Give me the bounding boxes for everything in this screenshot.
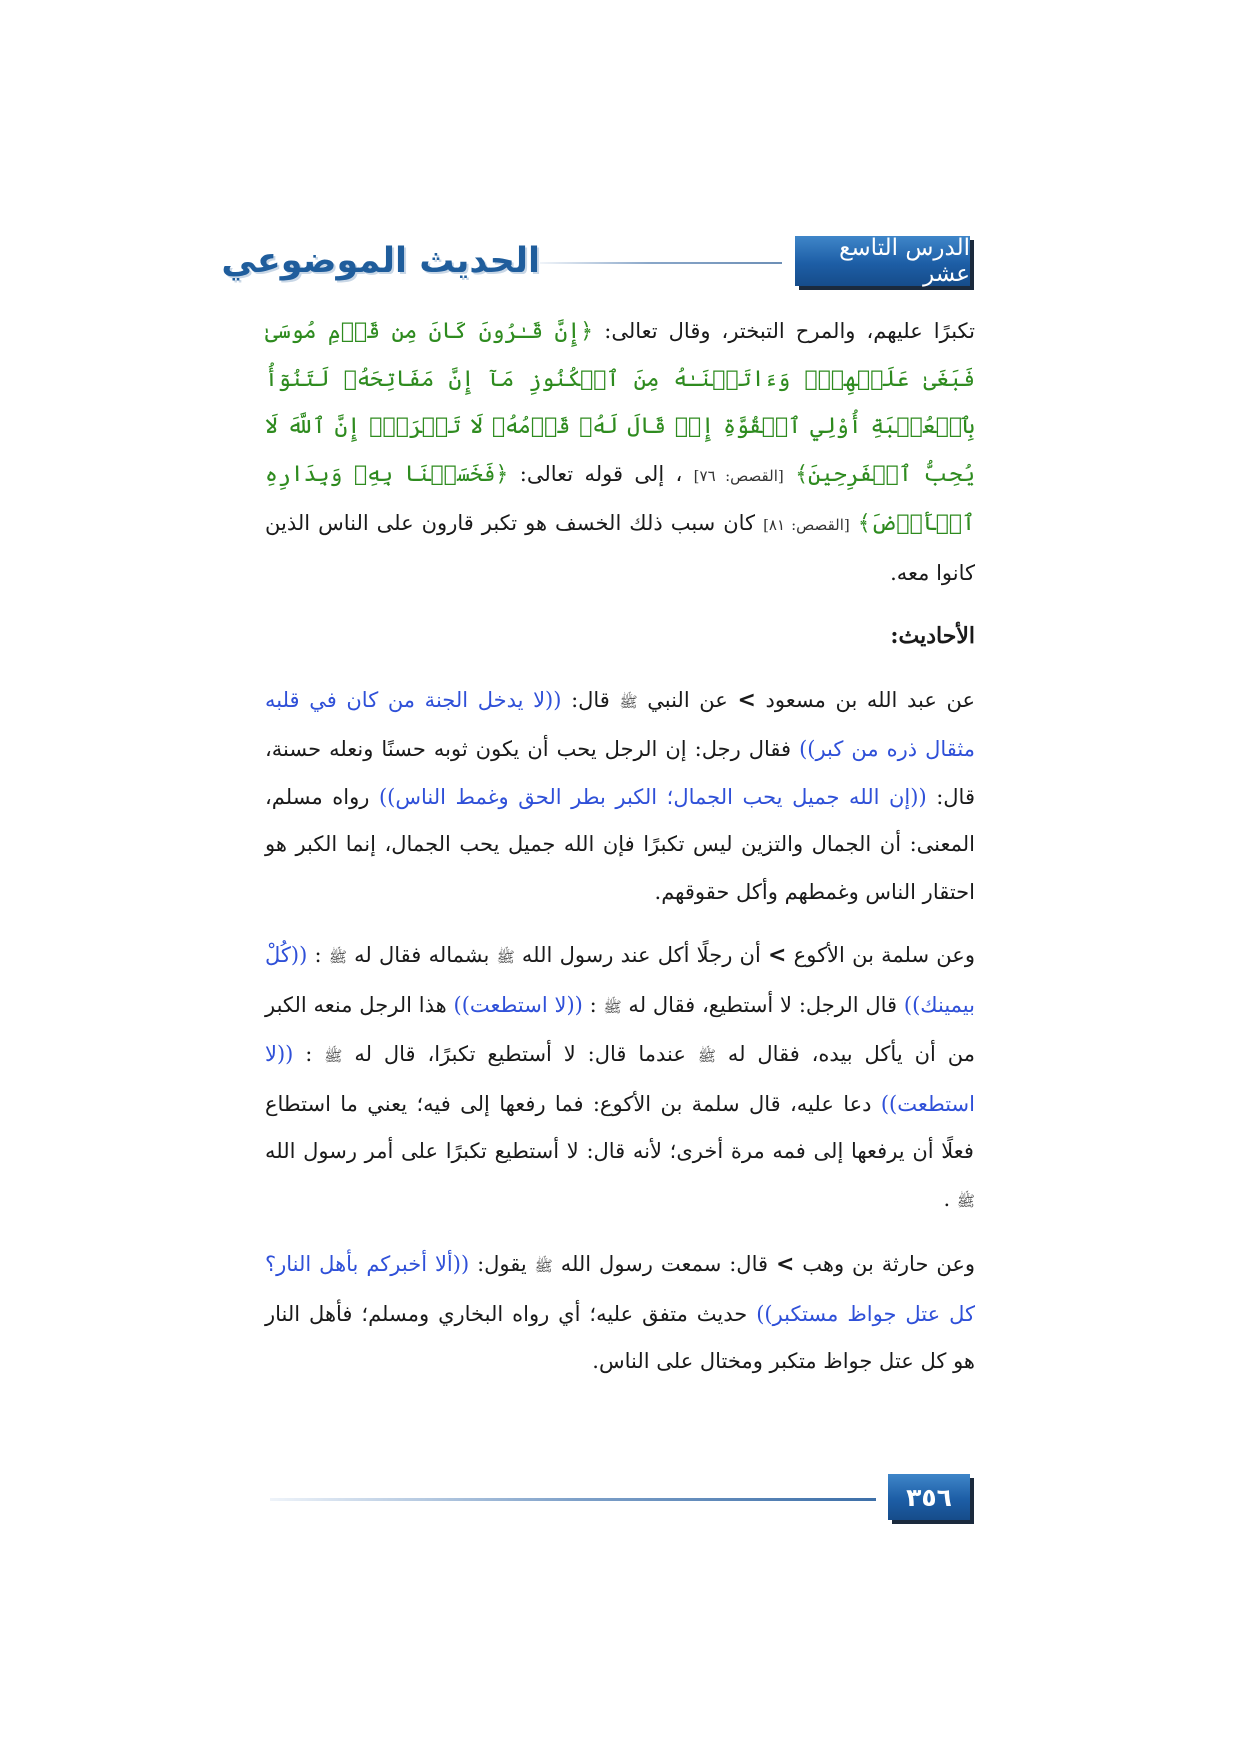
hadith3-text-c: يقول:: [469, 1252, 527, 1276]
salawat-symbol: ﷺ: [324, 1047, 343, 1065]
page-header: [221, 232, 970, 290]
lesson-badge: الدرس التاسع عشر: [795, 236, 970, 286]
hadith2-text-h: عندما قال: لا أستطيع تكبرًا، قال له: [342, 1042, 686, 1066]
hadith2-text-f: :: [582, 992, 597, 1017]
salawat-symbol: ﷺ: [619, 692, 638, 711]
hadith1-text-e: رواه مسلم، المعنى: أن الجمال والتزين ليس تكبرًا فإن الله جميل يحب الجمال، إنما الكبر هو احتقار الناس وغمطهم وأكل حقوقهم.: [265, 784, 975, 904]
hadith-paragraph-1: [265, 677, 975, 917]
salawat-symbol: ﷺ: [956, 1191, 975, 1210]
page-footer: [270, 1474, 970, 1526]
hadith2-quote-3: ((لا استطعت)): [265, 1042, 975, 1116]
page-body: [265, 308, 975, 1402]
header-divider: [540, 262, 782, 264]
radiallahu-symbol: >: [775, 1252, 795, 1277]
hadith2-quote-1: ((كُلْ بيمينك)): [265, 943, 975, 1017]
hadith3-text-b: قال: سمعت رسول الله: [552, 1252, 769, 1276]
hadith3-quote-1: ((ألا أخبركم بأهل النار؟ كل عتل جواظ مستكبر)): [265, 1252, 975, 1326]
hadith2-text-j: دعا عليه، قال سلمة بن الأكوع: فما رفعها إلى فيه؛ يعني ما استطاع فعلًا أن يرفعها إلى فمه مرة أخرى؛ لأنه قال: لا أستطيع تكبرًا على أمر رسول الله: [265, 1091, 974, 1163]
salawat-symbol: ﷺ: [697, 1047, 716, 1065]
hadith3-text-d: حديث متفق عليه؛ أي رواه البخاري ومسلم؛ فأهل النار هو كل عتل جواظ متكبر ومختال على الناس.: [265, 1301, 975, 1373]
quran-verse-2: ﴿فَخَسَفۡنَا بِهِۦ وَبِدَارِهِ ٱلۡأَرۡضَ﴾: [265, 461, 976, 536]
hadith-paragraph-3: [265, 1241, 975, 1386]
hadith1-text-c: قال:: [561, 687, 610, 712]
hadith2-quote-2: ((لا استطعت)): [453, 992, 583, 1017]
hadith3-text-a: وعن حارثة بن وهب: [794, 1252, 975, 1276]
hadith2-text-i: :: [293, 1042, 313, 1066]
section-heading: الأحاديث:: [890, 623, 975, 649]
hadith2-text-b: أن رجلًا أكل عند رسول الله: [514, 943, 761, 967]
verse-reference-2: [القصص: ٨١]: [763, 516, 850, 534]
salawat-symbol: ﷺ: [534, 1257, 553, 1275]
page-number: ٣٥٦: [888, 1474, 970, 1520]
chapter-title: الحديث الموضوعي: [221, 241, 540, 281]
intro-text-3: كان سبب ذلك الخسف هو تكبر قارون على الناس الذين كانوا معه.: [265, 511, 975, 585]
hadith-paragraph-2: [265, 932, 975, 1225]
hadith1-text-b: عن النبي: [637, 687, 728, 712]
radiallahu-symbol: >: [768, 943, 787, 968]
radiallahu-symbol: >: [737, 687, 756, 713]
hadith2-text-a: وعن سلمة بن الأكوع: [786, 943, 975, 967]
hadith1-text-d: فقال رجل: إن الرجل يحب أن يكون ثوبه حسنًا ونعله حسنة، قال:: [265, 737, 975, 809]
hadith2-text-c: بشماله فقال له: [346, 943, 490, 967]
hadith2-text-e: قال الرجل: لا أستطيع، فقال له: [621, 992, 898, 1017]
intro-text-1: تكبرًا عليهم، والمرح التبختر، وقال تعالى:: [593, 319, 976, 343]
hadith1-text-a: عن عبد الله بن مسعود: [755, 687, 976, 712]
quran-verse-1: ﴿إِنَّ قَـٰرُونَ كَانَ مِن قَوۡمِ مُوسَىٰ فَبَغَىٰ عَلَيۡهِمۡۖ وَءَاتَيۡنَـٰهُ مِنَ ٱلۡكُنُوزِ مَآ إِنَّ مَفَاتِحَهُۥ لَتَنُوٓأُ بِٱلۡعُصۡبَةِ أُوْلِي ٱلۡقُوَّةِ إِذۡ قَالَ لَهُۥ قَوۡمُهُۥ لَا تَفۡرَحۡۖ إِنَّ ٱللَّهَ لَا يُحِبُّ ٱلۡفَرِحِينَ﴾: [265, 319, 975, 487]
footer-divider: [270, 1498, 876, 1501]
salawat-symbol: ﷺ: [328, 948, 347, 966]
hadith1-quote-2: ((إن الله جميل يحب الجمال؛ الكبر بطر الحق وغمط الناس)): [378, 784, 927, 809]
salawat-symbol: ﷺ: [496, 948, 515, 966]
verse-reference-1: [القصص: ٧٦]: [693, 466, 784, 485]
intro-paragraph: [265, 308, 975, 597]
hadith2-text-g: هذا الرجل منعه الكبر من أن يأكل بيده، فقال له: [265, 992, 975, 1066]
hadith2-text-k: .: [943, 1186, 951, 1211]
hadith1-quote-1: ((لا يدخل الجنة من كان في قلبه مثقال ذره من كبر)): [265, 687, 975, 761]
intro-text-2: ، إلى قوله تعالى:: [508, 461, 683, 486]
hadith2-text-d: :: [307, 943, 322, 967]
salawat-symbol: ﷺ: [603, 997, 622, 1016]
